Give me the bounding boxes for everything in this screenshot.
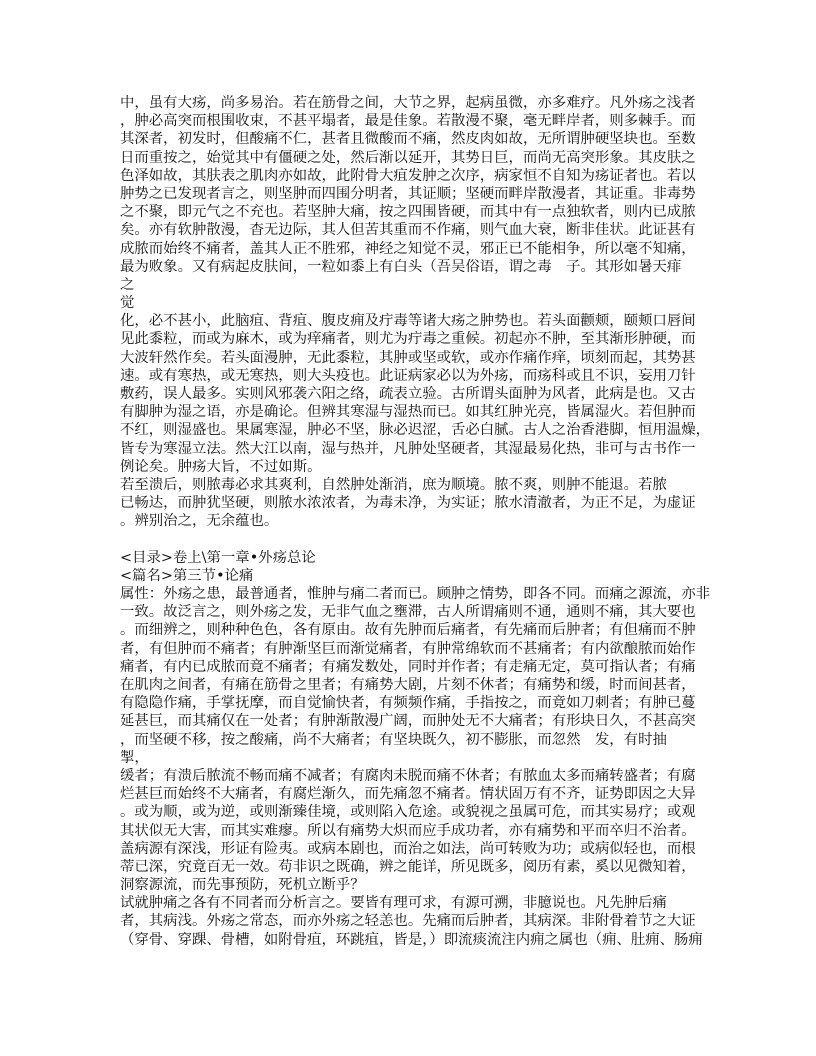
text-line: 中，虽有大疡，尚多易治。若在筋骨之间，大节之界，起病虽微，亦多难疗。凡外疡之浅者	[120, 95, 696, 111]
text-line: 若至溃后，则脓毒必求其爽利，自然肿处渐消，庶为顺境。脓不爽，则肿不能退。若脓	[120, 476, 667, 493]
text-line: 一致。故泛言之，则外疡之发，无非气血之壅滞，古人所谓痛则不通，通则不痛，其大要也	[120, 604, 696, 621]
text-line: 属性：外疡之患，最普通者，惟肿与痛二者而已。顾肿之情势，即各不同。而痛之源流，亦非	[120, 586, 711, 603]
section-on-pain	[120, 549, 740, 949]
text-line: 皆专为寒湿立法。然大江以南，湿与热并，凡肿处坚硬者，其湿最易化热，非可与古书作一	[120, 440, 696, 457]
text-line: 日而重按之，始觉其中有僵硬之处，然后渐以延开，其势日巨，而尚无高突形象。其皮肤之	[120, 149, 696, 166]
text-line: 试就肿痛之各有不同者而分析言之。要皆有理可求，有源可溯，非臆说也。凡先肿后痛	[120, 895, 667, 912]
text-line: 蒂已深，究竟百无一效。苟非识之既确，辨之能详，所见既多，阅历有素，奚以见微知着，	[120, 858, 696, 875]
text-line: 色泽如故，其肤表之肌肉亦如故，此附骨大疽发肿之次序，病家恒不自知为疡证者也。若以	[120, 167, 696, 184]
text-line: 觉	[120, 295, 135, 312]
text-line: 。而细辨之，则种种色色，各有原由。故有先肿而后痛者，有先痛而后肿者；有但痛而不肿	[120, 622, 696, 639]
text-line: 缓者；有溃后脓流不畅而痛不减者；有腐肉未脱而痛不休者；有脓血太多而痛转盛者；有腐	[120, 767, 696, 784]
text-line: （穿骨、穿踝、骨槽，如附骨疽，环跳疽，皆是，）即流痰流注内痈之属也（痈、肚痈、肠痈	[120, 931, 703, 948]
text-line: 速。或有寒热，或无寒热，则大头疫也。此证病家必以为外疡，而疡科或且不识，妄用刀针	[120, 367, 696, 384]
text-line: 在肌肉之间者，有痛在筋骨之里者；有痛势大剧，片刻不休者；有痛势和缓，时而间甚者，	[120, 677, 696, 693]
text-line: 例论矣。肿疡大旨，不过如斯。	[120, 458, 322, 475]
text-line: 洞察源流，而先事预防，死机立断乎？	[120, 877, 365, 894]
text-line: 其状似无大害，而其实难瘳。所以有痛势大炽而应手成功者，亦有痛势和平而卒归不治者。	[120, 822, 696, 839]
section-title: <篇名>第三节•论痛	[120, 567, 254, 584]
text-line: 之不聚，即元气之不充也。若坚肿大痛，按之四围皆硬，而其中有一点独软者，则内已成脓	[120, 204, 696, 221]
text-line: 者，其病浅。外疡之常态，而亦外疡之轻恙也。先痛而后肿者，其病深。非附骨着节之大证	[120, 913, 696, 930]
text-line: 。辨别治之，无余蕴也。	[120, 513, 279, 530]
text-line: 烂甚巨而始终不大痛者，有腐烂渐久，而先痛忽不痛者。情状固万有不齐，证势即因之大异	[120, 786, 696, 803]
text-line: 已畅达，而肿犹坚硬，则脓水浓浓者，为毒未净，为实证；脓水清澈者，为正不足，为虚证	[120, 495, 696, 512]
text-line: 不红，则湿盛也。果属寒湿，肿必不坚，脉必迟涩，舌必白腻。古人之治香港脚，恒用温燥，	[120, 422, 711, 439]
text-line: 延甚巨，而其痛仅在一处者；有肿渐散漫广阔，而肿处无不大痛者；有形块日久，不甚高突	[120, 713, 696, 730]
text-line: 其深者，初发时，但酸痛不仁，甚者且微酸而不痛，然皮肉如故，无所谓肿硬坚块也。至数	[120, 131, 696, 148]
continued-text	[120, 94, 740, 531]
text-line: 最为败象。又有病起皮肤间，一粒如黍上有白头（吾吴俗语，谓之毒 子。其形如暑天痱	[120, 258, 682, 275]
text-line: 成脓而始终不痛者，盖其人正不胜邪，神经之知觉不灵，邪正已不能相争，所以毫不知痛，	[120, 240, 696, 257]
text-line: 肿势之已发现者言之，则坚肿而四围分明者，其证顺；坚硬而畔岸散漫者，其证重。非毒势	[120, 185, 696, 202]
text-line: 化，必不甚小，此脑疽、背疽、腹皮痈及疔毒等诸大疡之肿势也。若头面颧颊，颐颊口唇间	[120, 313, 696, 330]
text-line: 矣。亦有软肿散漫，杳无边际，其人但苦其重而不作痛，则气血大衰，断非佳状。此证甚有	[120, 222, 696, 239]
text-line: 之	[120, 276, 135, 293]
text-line: 大波轩然作矣。若头面漫肿，无此黍粒，其肿或坚或软，或亦作痛作痒，顷刻而起，其势甚	[120, 349, 696, 366]
text-line: 盖病源有深浅，形证有险夷。或病本剧也，而治之如法，尚可转败为功；或病似轻也，而根	[120, 840, 696, 857]
text-line: 者，有但肿而不痛者；有肿渐坚巨而渐觉痛者，有肿常绵软而不甚痛者；有内欲酿脓而始作	[120, 640, 696, 657]
text-line: ，而坚硬不移，按之酸痛，尚不大痛者；有坚块既久，初不膨胀，而忽然 发，有时抽	[120, 731, 667, 748]
text-line: 敷药，误人最多。实则风邪袭六阳之络，疏表立验。古所谓头面肿为风者，此病是也。又古	[120, 386, 696, 402]
text-line: ，肿必高突而根围收束，不甚平塌者，最是佳象。若散漫不聚，毫无畔岸者，则多棘手。而	[120, 113, 696, 130]
text-line: 痛者，有内已成脓而竟不痛者；有痛发数处，同时并作者；有走痛无定，莫可指认者；有痛	[120, 658, 696, 675]
text-line: 见此黍粒，而或为麻木，或为痒痛者，则尤为疔毒之重候。初起亦不肿，至其渐形肿硬，而	[120, 331, 696, 348]
text-line: 。或为顺，或为逆，或则渐臻佳境，或则陷入危途。或貌视之虽属可危，而其实易疗；或观	[120, 804, 696, 821]
catalog-path: <目录>卷上\第一章•外疡总论	[120, 549, 316, 566]
paragraph-spacer	[120, 531, 740, 549]
document-page	[120, 94, 740, 949]
text-line: 掣，	[120, 749, 149, 766]
text-line: 有隐隐作痛，手掌抚摩，而自觉愉快者，有频频作痛，手指按之，而竟如刀刺者；有肿已蔓	[120, 695, 696, 712]
text-line: 有脚肿为湿之语，亦是确论。但辨其寒湿与湿热而已。如其红肿光亮，皆属湿火。若但肿而	[120, 404, 696, 421]
